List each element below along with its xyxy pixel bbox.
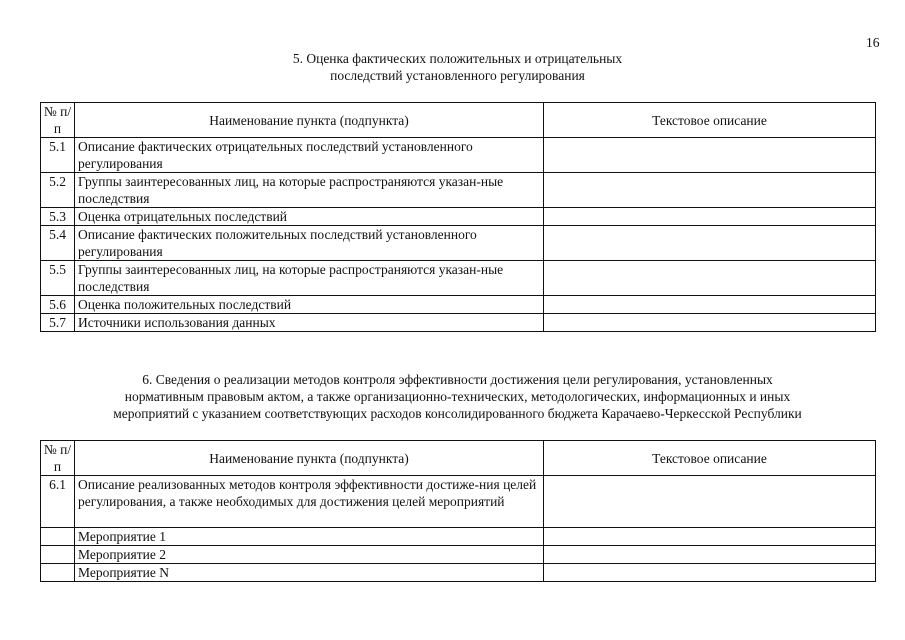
row-desc [544,476,876,528]
row-desc [544,528,876,546]
row-name: Мероприятие N [75,564,544,582]
header-desc: Текстовое описание [544,103,876,138]
table-header-row [41,441,876,476]
table-row [41,296,876,314]
row-name: Источники использования данных [75,314,544,332]
section-6-title-line: 6. Сведения о реализации методов контроля эффективности достижения цели регулирования, установленных [142,372,773,387]
row-name: Группы заинтересованных лиц, на которые распространяются указан-ные последствия [75,173,544,208]
header-name: Наименование пункта (подпункта) [75,441,544,476]
row-num: 5.6 [41,296,75,314]
row-desc [544,296,876,314]
row-num: 5.4 [41,226,75,261]
row-name: Оценка положительных последствий [75,296,544,314]
row-desc [544,208,876,226]
row-desc [544,138,876,173]
table-row [41,314,876,332]
table-row [41,138,876,173]
table-row [41,261,876,296]
table-row [41,528,876,546]
row-name: Оценка отрицательных последствий [75,208,544,226]
header-num: № п/п [41,441,75,476]
table-row [41,173,876,208]
section-5-title-line: 5. Оценка фактических положительных и отрицательных [292,51,623,66]
row-num [41,564,75,582]
header-name: Наименование пункта (подпункта) [75,103,544,138]
section-5-title [40,50,875,84]
row-name: Описание реализованных методов контроля эффективности достиже-ния целей регулирования, а также необходимых для достижения целей мероприятий [75,476,544,528]
section-5-title-line: последствий установленного регулирования [330,68,585,83]
row-name: Описание фактических положительных последствий установленного регулирования [75,226,544,261]
row-desc [544,546,876,564]
row-name: Описание фактических отрицательных последствий установленного регулирования [75,138,544,173]
section-6-title [40,371,875,422]
row-num: 5.7 [41,314,75,332]
row-num: 6.1 [41,476,75,528]
row-num [41,528,75,546]
table-row [41,564,876,582]
table-row [41,208,876,226]
row-desc [544,261,876,296]
row-name: Мероприятие 1 [75,528,544,546]
table-row [41,546,876,564]
page-number: 16 [866,35,880,50]
table-header-row [41,103,876,138]
section-6-title-line: нормативным правовым актом, а также организационно-технических, методологических, информационных и иных [124,389,791,404]
row-num [41,546,75,564]
row-num: 5.2 [41,173,75,208]
row-name: Группы заинтересованных лиц, на которые распространяются указан-ные последствия [75,261,544,296]
row-num: 5.3 [41,208,75,226]
section-5-table [40,102,876,332]
header-desc: Текстовое описание [544,441,876,476]
row-num: 5.1 [41,138,75,173]
section-6-table [40,440,876,582]
table-row [41,226,876,261]
row-desc [544,564,876,582]
row-desc [544,173,876,208]
header-num: № п/п [41,103,75,138]
row-desc [544,314,876,332]
row-num: 5.5 [41,261,75,296]
row-desc [544,226,876,261]
row-name: Мероприятие 2 [75,546,544,564]
table-row [41,476,876,528]
section-6-title-line: мероприятий с указанием соответствующих расходов консолидированного бюджета Карачаево-Черкесской Республики [113,406,802,421]
